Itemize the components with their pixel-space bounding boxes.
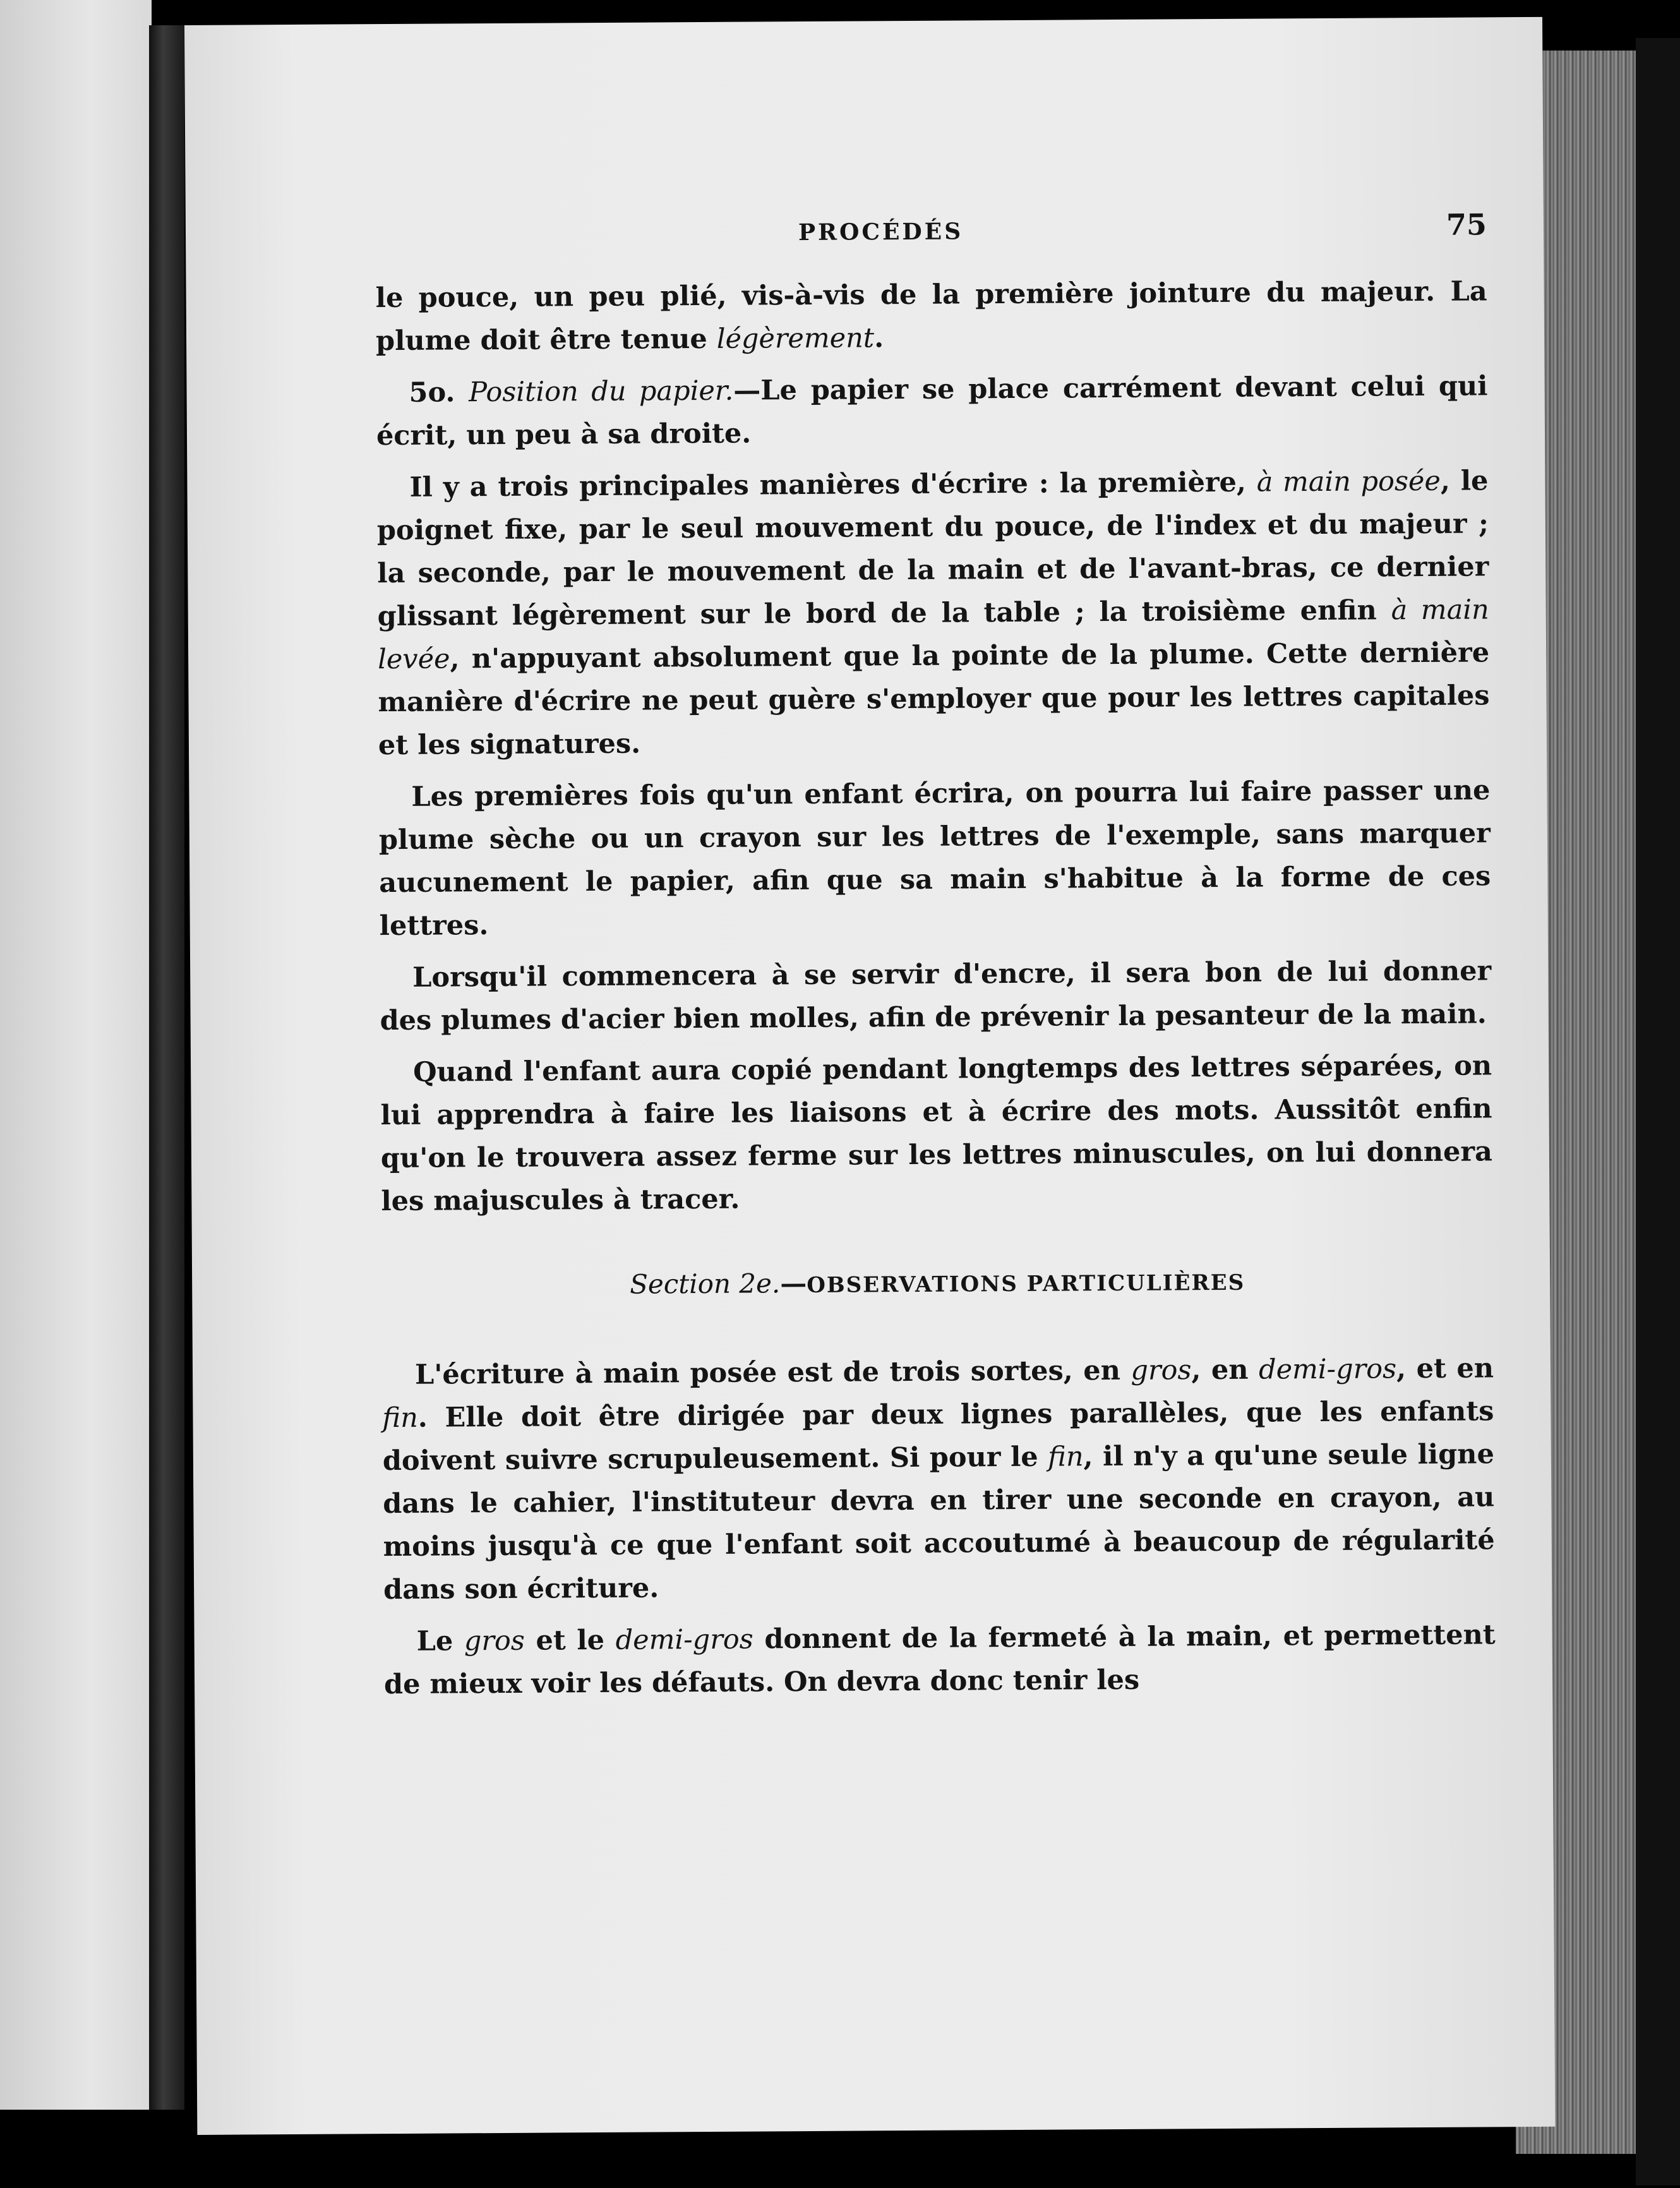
paragraph-premieres-fois [378,769,1491,947]
section-heading [381,1258,1493,1309]
italic-run: à main posée [1256,465,1441,498]
running-title: PROCÉDÉS [798,218,964,246]
text-run: , il n'y a qu'une seule ligne dans le cahier, l'instituteur devra en tirer une seconde en crayon, au moins jusqu'à ce que l'enfant soit accoutumé à beaucoup de régularité dans son écriture. [383,1438,1495,1606]
page-number: 75 [1446,207,1487,242]
paragraph-liaisons [380,1044,1493,1223]
paragraph-continuation [375,270,1487,363]
paragraph-manieres-ecrire [376,459,1490,767]
text-run: , en [1191,1354,1259,1386]
section-title: OBSERVATIONS PARTICULIÈRES [807,1270,1245,1299]
text-run: donnent de la fermeté à la main, et permettent de mieux voir les défauts. On devra donc tenir les [383,1619,1496,1701]
book-gutter [149,25,184,2110]
text-run: . Elle doit être dirigée par deux lignes parallèles, que les enfants doivent suivre scrupuleusement. Si pour le [382,1395,1494,1477]
left-facing-page [0,0,152,2110]
italic-run: gros [1131,1354,1192,1386]
text-run: , le poignet fixe, par le seul mouvement du pouce, de l'index et du majeur ; la seconde, par le mouvement de la main et de l'avant-bras, ce dernier glissant légèrement sur le bord de la table ; la troisième enfin [376,465,1489,633]
running-head [375,207,1487,251]
text-run: —Le papier se place carrément devant celui qui écrit, un peu à sa droite. [376,370,1488,452]
italic-run: fin [1048,1441,1084,1473]
text-run: , et en [1396,1352,1494,1385]
paragraph-ecriture-main-posee [382,1347,1495,1611]
text-run: . [873,322,884,354]
text-run: et le [524,1624,616,1657]
paragraph-encre [380,949,1492,1042]
italic-run: demi-gros [615,1623,753,1656]
italic-run: à main levée [377,594,1489,676]
italic-run: demi-gros [1258,1353,1397,1386]
text-run: Quand l'enfant aura copié pendant longtemps des lettres séparées, on lui apprendra à faire les liaisons et à écrire des mots. Aussitôt enfin qu'on le trouvera assez ferme sur les lettres minuscules, on lui donnera les majuscules à tracer. [380,1050,1493,1218]
fore-edge-shadow [1636,38,1680,2185]
text-run: , n'appuyant absolument que la pointe de la plume. Cette dernière manière d'écrire ne peut guère s'employer que pour les lettres capitales et les signatures. [378,637,1490,762]
text-run: Les premières fois qu'un enfant écrira, on pourra lui faire passer une plume sèche ou un crayon sur les lettres de l'exemple, sans marquer aucunement le papier, afin que sa main s'habitue à la forme de ces lettres. [378,774,1491,942]
text-run: L'écriture à main posée est de trois sortes, en [414,1354,1131,1391]
text-run: Il y a trois principales manières d'écrire : la première, [409,466,1257,503]
text-run: 5o. [409,376,469,409]
section-label: Section 2e. [630,1268,781,1300]
paragraph-position-papier [376,364,1488,457]
section-dash: — [780,1268,807,1299]
italic-run: fin [382,1402,419,1434]
italic-run: Position du papier. [469,375,734,409]
paragraph-gros-demi-gros [383,1613,1496,1706]
book-page [184,17,1555,2135]
text-run: Le [416,1625,465,1657]
page-body [375,270,1496,1715]
page-text-block [374,17,1496,1701]
italic-run: gros [464,1625,525,1657]
text-run: le pouce, un peu plié, vis-à-vis de la première jointure du majeur. La plume doit être tenue [375,275,1487,358]
italic-run: légèrement [716,322,875,355]
text-run: Lorsqu'il commencera à se servir d'encre, il sera bon de lui donner des plumes d'acier bien molles, afin de prévenir la pesanteur de la main. [380,955,1492,1037]
